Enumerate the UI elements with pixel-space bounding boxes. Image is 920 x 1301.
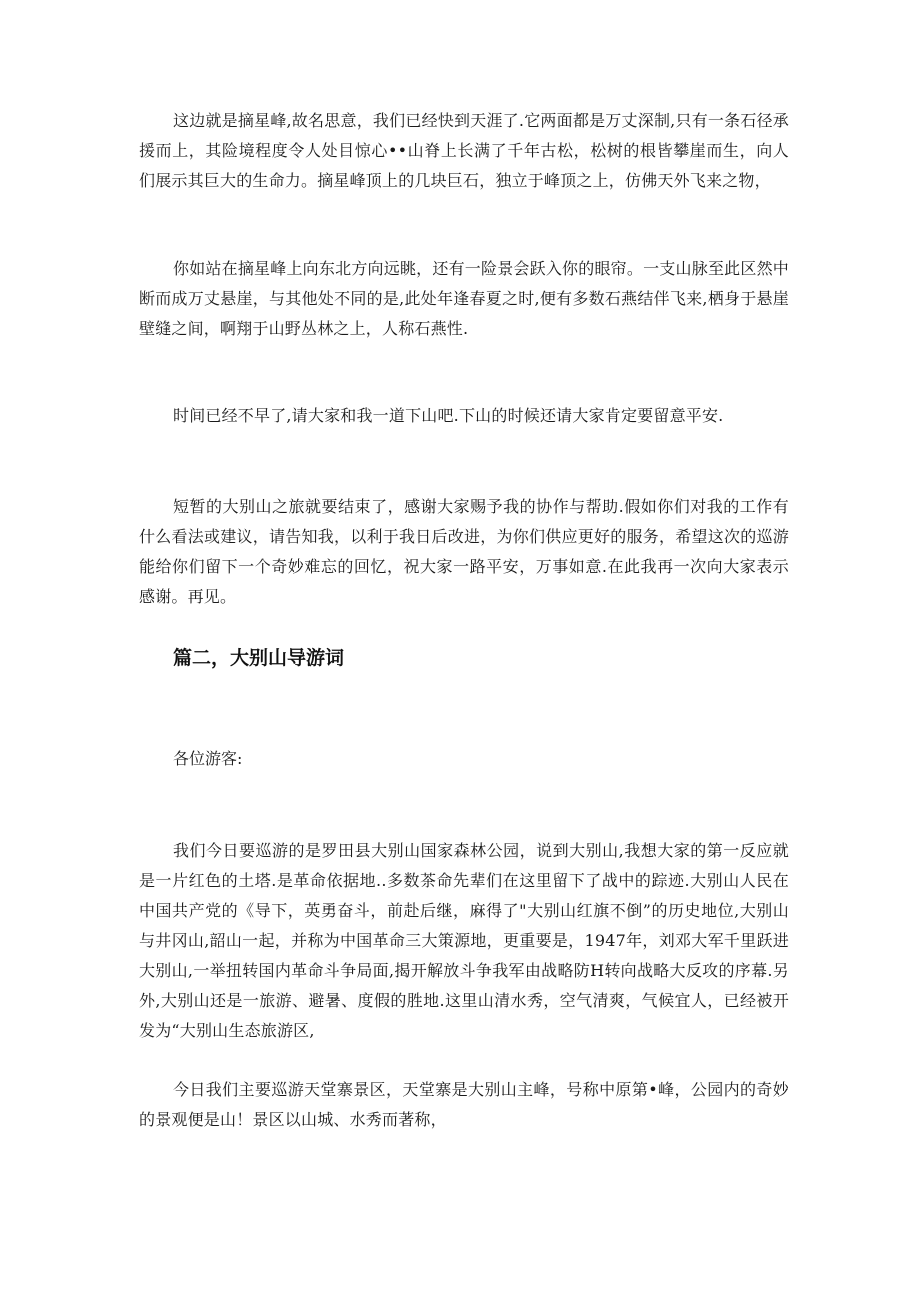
paragraph-go-down-mountain: 时间已经不早了,请大家和我一道下山吧.下山的时候还请大家肯定要留意平安. (173, 406, 724, 425)
paragraph-stone-swallows: 你如站在摘星峰上向东北方向远眺，还有一险景会跃入你的眼帘。一支山脉至此区然中断而成万丈悬崖，与其他处不同的是,此处年逢春夏之时,便有多数石燕结伴飞来,栖身于悬崖壁缝之间，啊翔于山野丛林之上，人称石燕性. (139, 259, 789, 338)
paragraph-zhaixing-peak: 这边就是摘星峰,故名思意，我们已经快到天涯了.它两面都是万丈深制,只有一条石径承援而上，其险境程度令人处目惊心••山脊上长满了千年古松，松树的根皆攀崖而生，向人们展示其巨大的生命力。摘星峰顶上的几块巨石，独立于峰顶之上，仿佛天外飞来之物， (139, 111, 789, 190)
salutation: 各位游客: (173, 749, 243, 768)
paragraph-farewell: 短暂的大别山之旅就要结束了，感谢大家赐予我的协作与帮助.假如你们对我的工作有什么看法或建议，请告知我，以利于我日后改进，为你们供应更好的服务，希望这次的巡游能给你们留下一个奇妙难忘的回忆，祝大家一路平安，万事如意.在此我再一次向大家表示感谢。再见。 (139, 497, 789, 606)
paragraph-forest-park-intro: 我们今日要巡游的是罗田县大别山国家森林公园，说到大别山,我想大家的第一反应就是一片红色的土塔.是革命依据地..多数茶命先辈们在这里留下了战中的踪迹.大别山人民在中国共产党的《导下，英勇奋斗，前赴后继，麻得了"大别山红旗不倒”的历史地位,大别山与井冈山,韶山一起，并称为中国革命三大策源地，更重要是，1947年，刘邓大军千里跃进大别山,一举扭转国内革命斗争局面,揭开解放斗争我军由战略防H转向战略大反攻的序幕.另外,大别山还是一旅游、避暑、度假的胜地.这里山清水秀，空气清爽，气候宜人，已经被开发为“大别山生态旅游区, (139, 841, 789, 1040)
paragraph-tiantangzhai: 今日我们主要巡游天堂寨景区，天堂寨是大别山主峰，号称中原第•峰，公园内的奇妙的景观便是山！景区以山城、水秀而著称， (139, 1080, 789, 1129)
section-title: 篇二，大别山导游词 (173, 647, 345, 669)
